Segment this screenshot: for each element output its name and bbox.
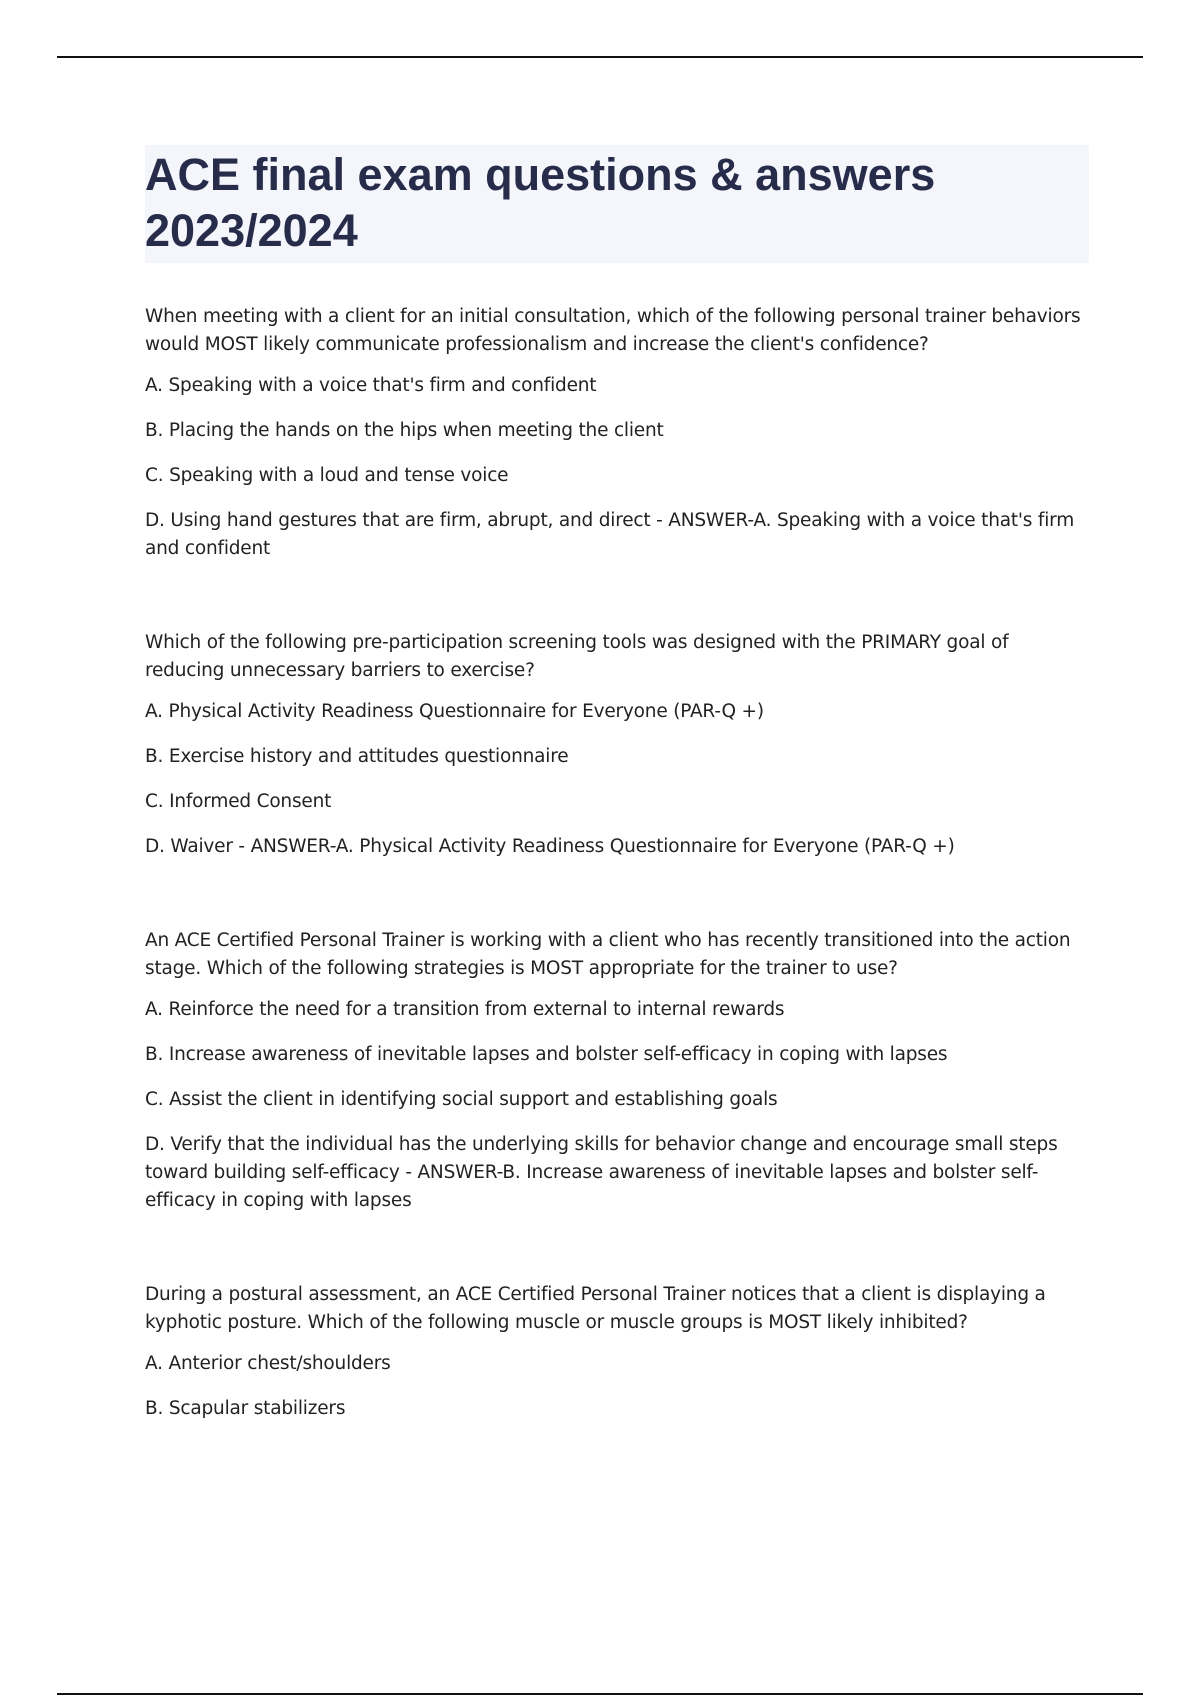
title-banner — [145, 145, 1089, 263]
option-b: B. Placing the hands on the hips when meeting the client — [145, 420, 664, 441]
option-c: C. Informed Consent — [145, 791, 332, 812]
answer-options — [145, 996, 1089, 1215]
document-body — [145, 145, 1089, 1489]
option-c: C. Assist the client in identifying social support and establishing goals — [145, 1089, 778, 1110]
bottom-divider — [57, 1693, 1143, 1695]
question-text: During a postural assessment, an ACE Certified Personal Trainer notices that a client is displaying a kyphotic posture. Which of the following muscle or muscle groups is MOST likely inhibited? — [145, 1284, 1046, 1333]
option-b: B. Increase awareness of inevitable lapses and bolster self-efficacy in coping with lapses — [145, 1044, 948, 1065]
top-divider — [57, 56, 1143, 58]
answer-options — [145, 372, 1089, 563]
option-c: C. Speaking with a loud and tense voice — [145, 465, 509, 486]
option-a: A. Reinforce the need for a transition from external to internal rewards — [145, 999, 785, 1020]
answer-options — [145, 1350, 1089, 1423]
question-text: When meeting with a client for an initial consultation, which of the following personal trainer behaviors would MOST likely communicate professionalism and increase the client's confidence? — [145, 306, 1081, 355]
option-a: A. Physical Activity Readiness Questionnaire for Everyone (PAR-Q +) — [145, 701, 764, 722]
question-text: Which of the following pre-participation screening tools was designed with the PRIMARY goal of reducing unnecessary barriers to exercise? — [145, 632, 1009, 681]
option-d-with-answer: D. Waiver - ANSWER-A. Physical Activity Readiness Questionnaire for Everyone (PAR-Q +) — [145, 836, 955, 857]
question-2 — [145, 629, 1089, 861]
option-b: B. Scapular stabilizers — [145, 1398, 346, 1419]
page-title: ACE final exam questions & answers 2023/2024 — [145, 149, 936, 256]
option-a: A. Speaking with a voice that's firm and confident — [145, 375, 597, 396]
question-text: An ACE Certified Personal Trainer is working with a client who has recently transitioned into the action stage. Which of the following strategies is MOST appropriate for the trainer to use? — [145, 930, 1071, 979]
option-a: A. Anterior chest/shoulders — [145, 1353, 391, 1374]
option-d-with-answer: D. Verify that the individual has the underlying skills for behavior change and encourage small steps toward building self-efficacy - ANSWER-B. Increase awareness of inevitable lapses and bolster self-efficacy in coping with lapses — [145, 1134, 1058, 1211]
answer-options — [145, 698, 1089, 861]
question-4 — [145, 1281, 1089, 1423]
option-b: B. Exercise history and attitudes questionnaire — [145, 746, 569, 767]
question-3 — [145, 927, 1089, 1215]
question-1 — [145, 303, 1089, 563]
option-d-with-answer: D. Using hand gestures that are firm, abrupt, and direct - ANSWER-A. Speaking with a voice that's firm and confident — [145, 510, 1075, 559]
